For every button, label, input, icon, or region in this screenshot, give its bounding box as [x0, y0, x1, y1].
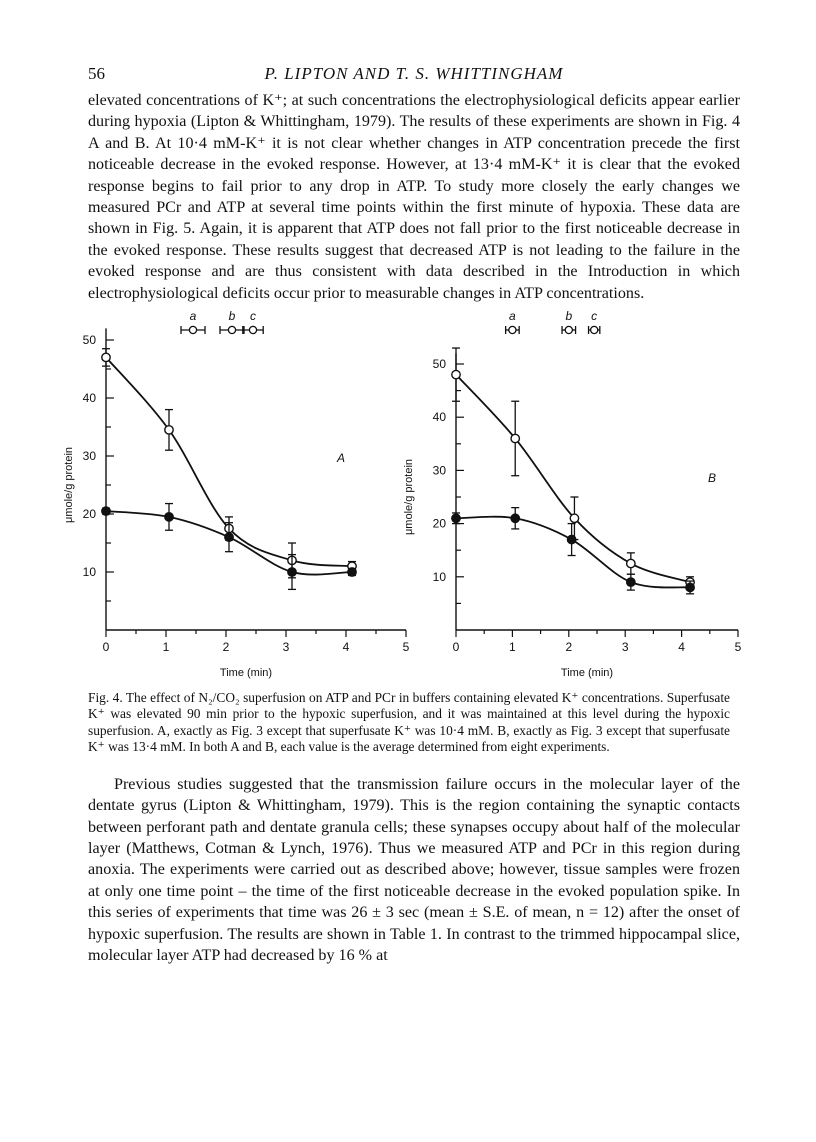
panel-b-x-tick-label: 3	[621, 640, 629, 655]
panel-a-panel-letter: A	[336, 451, 346, 466]
panel-a-x-tick-label: 3	[282, 640, 290, 655]
panel-a-x-tick-label: 4	[342, 640, 350, 655]
panel-b-data-point	[452, 371, 460, 379]
running-authors: P. LIPTON AND T. S. WHITTINGHAM	[264, 64, 564, 83]
figure-4	[58, 309, 742, 686]
panel-a-time-bar-point	[249, 326, 256, 333]
panel-a-x-tick-label: 0	[102, 640, 110, 655]
panel-b-time-bar-point	[565, 326, 572, 333]
panel-b-x-tick-label: 0	[452, 640, 460, 655]
panel-a-x-tick-label: 5	[402, 640, 410, 655]
body-paragraph-2: Previous studies suggested that the transmission failure occurs in the molecular layer of the dentate gyrus (Lipton & Whittingham, 1979). This is the region containing the synaptic contacts between perforant path and dentate granula cells; these synapses occupy about half of the molecular layer (Matthews, Cotman & Lynch, 1976). Thus we measured ATP and PCr in this region during anoxia. The experiments were carried out as described above; however, tissue samples were frozen at only one time point – the time of the first noticeable decrease in the evoked population spike. In this series of experiments that time was 26 ± 3 sec (mean ± S.E. of mean, n = 12) after the onset of hypoxic superfusion. The results are shown in Table 1. In contrast to the trimmed hippocampal slice, molecular layer ATP had decreased by 16 % at	[88, 775, 740, 964]
body-paragraph-1: elevated concentrations of K⁺; at such concentrations the electrophysiological deficits appear earlier during hypoxia (Lipton & Whittingham, 1979). The results of these experiments are shown in Fig. 4 A and B. At 10·4 mM-K⁺ it is not clear whether changes in ATP concentration precede the first noticeable decrease in the evoked response. However, at 13·4 mM-K⁺ it is clear that the evoked response begins to fail prior to any drop in ATP. To study more closely the early changes we measured PCr and ATP at several time points within the first minute of hypoxia. These data are shown in Fig. 5. Again, it is apparent that ATP does not fall prior to the first noticeable decrease in the evoked response. These results suggest that decreased ATP is not leading to the failure in the evoked response and are thus consistent with data described in the Introduction in which electrophysiological deficits occur prior to measurable changes in ATP concentrations.	[88, 92, 740, 302]
panel-b-x-axis-label: Time (min)	[560, 667, 614, 680]
panel-a-y-tick-label: 10	[82, 565, 96, 580]
panel-b-x-tick-label: 1	[509, 640, 516, 655]
panel-a-time-bar-label: c	[250, 309, 256, 324]
panel-a-data-point	[288, 568, 296, 576]
panel-b-x-tick-label: 2	[565, 640, 573, 655]
panel-b-data-point	[567, 535, 575, 543]
panel-a-y-tick-label: 30	[82, 449, 96, 464]
panel-b-data-point	[452, 514, 460, 522]
panel-b-series-1-line	[456, 517, 690, 588]
panel-a-data-point	[165, 426, 173, 434]
panel-b-y-tick-label: 30	[432, 463, 446, 478]
panel-b-time-bar-point	[509, 326, 516, 333]
panel-b-y-tick-label: 40	[432, 410, 446, 425]
panel-a-time-bar-point	[189, 326, 196, 333]
panel-b-time-bar-label: a	[509, 309, 516, 324]
panel-b-panel-letter: B	[707, 471, 717, 486]
panel-a-x-axis-label: Time (min)	[219, 667, 273, 680]
panel-b-data-point	[686, 583, 694, 591]
panel-a-x-tick-label: 1	[162, 640, 170, 655]
panel-b-time-bar-label: b	[565, 309, 573, 324]
panel-b-data-point	[627, 559, 635, 567]
panel-b-time-bar-label: c	[591, 309, 598, 324]
running-header	[88, 64, 740, 90]
panel-b-data-point	[511, 514, 519, 522]
panel-a-y-axis-label: μmole/g protein	[63, 447, 75, 524]
panel-a-y-tick-label: 50	[82, 333, 96, 348]
panel-b-series-0-line	[456, 375, 690, 582]
panel-a-y-tick-label: 40	[82, 391, 96, 406]
panel-b-y-tick-label: 20	[432, 516, 446, 531]
panel-b-y-tick-label: 10	[432, 569, 446, 584]
panel-b-time-bar-point	[591, 326, 598, 333]
page	[63, 64, 742, 966]
figure-caption: Fig. 4. The effect of N₂/CO₂ superfusion on ATP and PCr in buffers containing elevated K⁺ concentrations. Superfusate K⁺ was elevated 90 min prior to the hypoxic superfusion, and it was maintained at this level during the hypoxic superfusion. A, exactly as Fig. 3 except that superfusate K⁺ was 10·4 mM. B, exactly as Fig. 3 except that superfusate K⁺ was 13·4 mM. In both A and B, each value is the average determined from eight experiments.	[88, 690, 730, 755]
panel-b-data-point	[511, 434, 519, 442]
panel-a-data-point	[165, 513, 173, 521]
figure-4-plots	[58, 309, 742, 686]
panel-a-x-tick-label: 2	[222, 640, 230, 655]
panel-a-y-tick-label: 20	[82, 507, 96, 522]
panel-b-x-tick-label: 4	[678, 640, 685, 655]
page-number: 56	[88, 64, 105, 83]
panel-a-time-bar-point	[228, 326, 235, 333]
panel-a-time-bar-label: b	[228, 309, 236, 324]
panel-a-data-point	[102, 507, 110, 515]
panel-a-data-point	[102, 353, 110, 361]
panel-b-data-point	[627, 578, 635, 586]
panel-a-data-point	[225, 533, 233, 541]
panel-b-y-axis-label: μmole/g protein	[403, 459, 415, 536]
panel-b-data-point	[570, 514, 578, 522]
panel-a-time-bar-label: a	[189, 309, 197, 324]
panel-b-x-tick-label: 5	[734, 640, 742, 655]
panel-b-y-tick-label: 50	[432, 357, 446, 372]
panel-a-data-point	[348, 568, 356, 576]
